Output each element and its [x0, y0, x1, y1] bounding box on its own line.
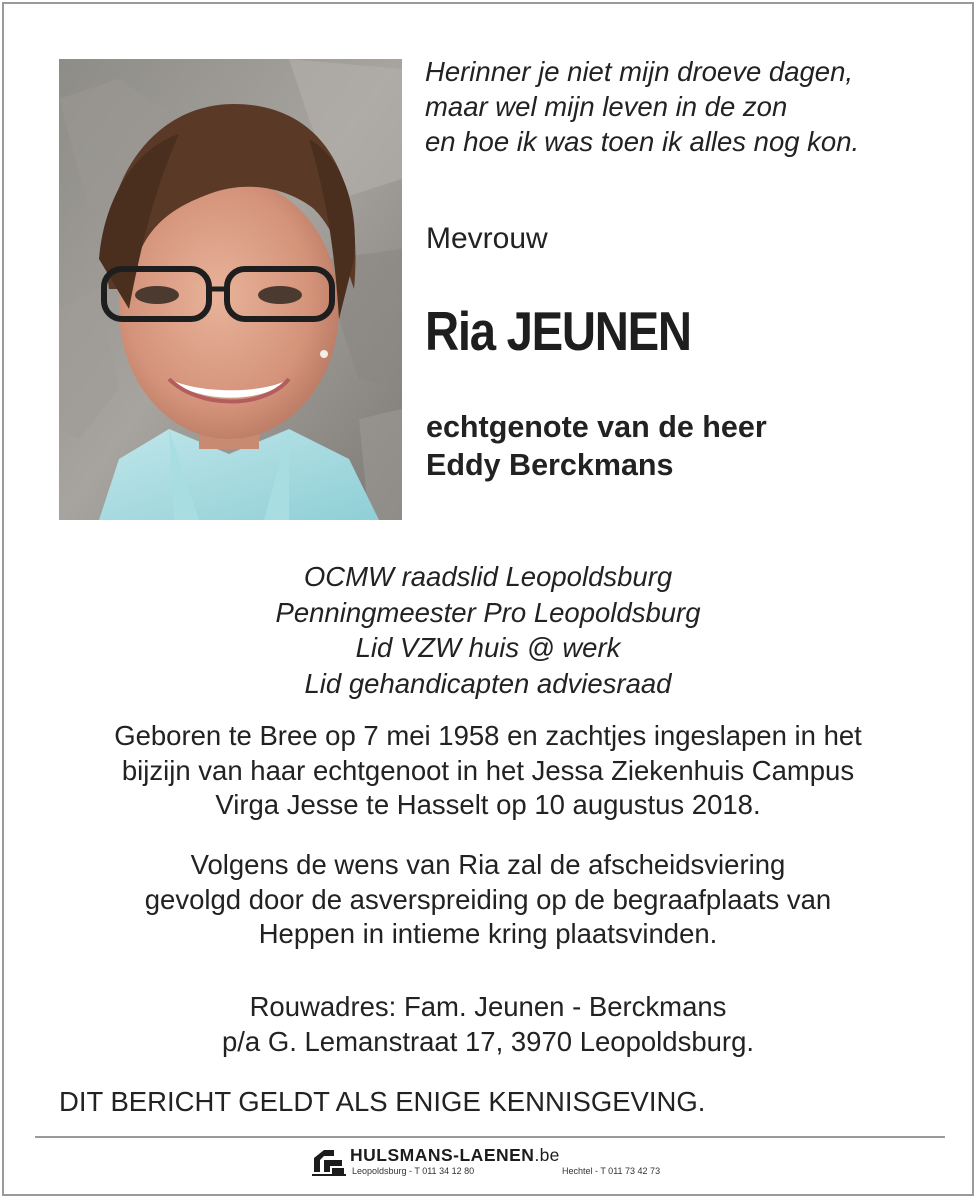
paragraph-line: Geboren te Bree op 7 mei 1958 en zachtjes ingeslapen in het: [114, 720, 862, 751]
poem-line: maar wel mijn leven in de zon: [425, 91, 788, 122]
role-item: OCMW raadslid Leopoldsburg: [303, 561, 673, 592]
poem: [425, 54, 859, 159]
spouse-line: echtgenote van de heer: [426, 410, 767, 444]
contact-leopoldsburg: Leopoldsburg - T 011 34 12 80: [352, 1166, 475, 1176]
funeral-home-logo-icon: [312, 1144, 346, 1176]
role-item: Lid gehandicapten adviesraad: [304, 667, 672, 699]
birth-death-paragraph: [0, 719, 976, 823]
paragraph-line: Virga Jesse te Hasselt op 10 augustus 2018.: [215, 789, 761, 820]
brand-name-text: HULSMANS-LAENEN: [350, 1145, 535, 1165]
contact-hechtel: Hechtel - T 011 73 42 73: [562, 1166, 661, 1176]
funeral-home-footer: [312, 1144, 692, 1184]
address-line: p/a G. Lemanstraat 17, 3970 Leopoldsburg.: [221, 1025, 755, 1057]
spouse-info: [426, 408, 767, 484]
roles-list: [0, 559, 976, 701]
role-item: Lid VZW huis @ werk: [355, 632, 621, 663]
paragraph-line: Volgens de wens van Ria zal de afscheidsviering: [190, 849, 786, 880]
portrait-photo: [59, 59, 402, 520]
ceremony-paragraph: [0, 848, 976, 952]
honorific: Mevrouw: [426, 222, 548, 255]
address-line: Rouwadres: Fam. Jeunen - Berckmans: [249, 991, 727, 1022]
brand-domain: .be: [534, 1145, 560, 1165]
role-item: Penningmeester Pro Leopoldsburg: [275, 596, 701, 628]
brand-name: [350, 1145, 560, 1165]
spouse-line: Eddy Berckmans: [426, 448, 674, 482]
footer-divider: [35, 1136, 945, 1138]
mourning-address: [0, 990, 976, 1059]
poem-line: en hoe ik was toen ik alles nog kon.: [425, 126, 860, 157]
notice-statement: DIT BERICHT GELDT ALS ENIGE KENNISGEVING.: [59, 1086, 706, 1117]
paragraph-line: gevolgd door de asverspreiding op de begraafplaats van: [144, 883, 832, 915]
paragraph-line: bijzijn van haar echtgenoot in het Jessa Ziekenhuis Campus: [121, 754, 855, 786]
deceased-name: Ria JEUNEN: [425, 300, 691, 362]
poem-line: Herinner je niet mijn droeve dagen,: [425, 56, 854, 87]
paragraph-line: Heppen in intieme kring plaatsvinden.: [258, 918, 718, 949]
